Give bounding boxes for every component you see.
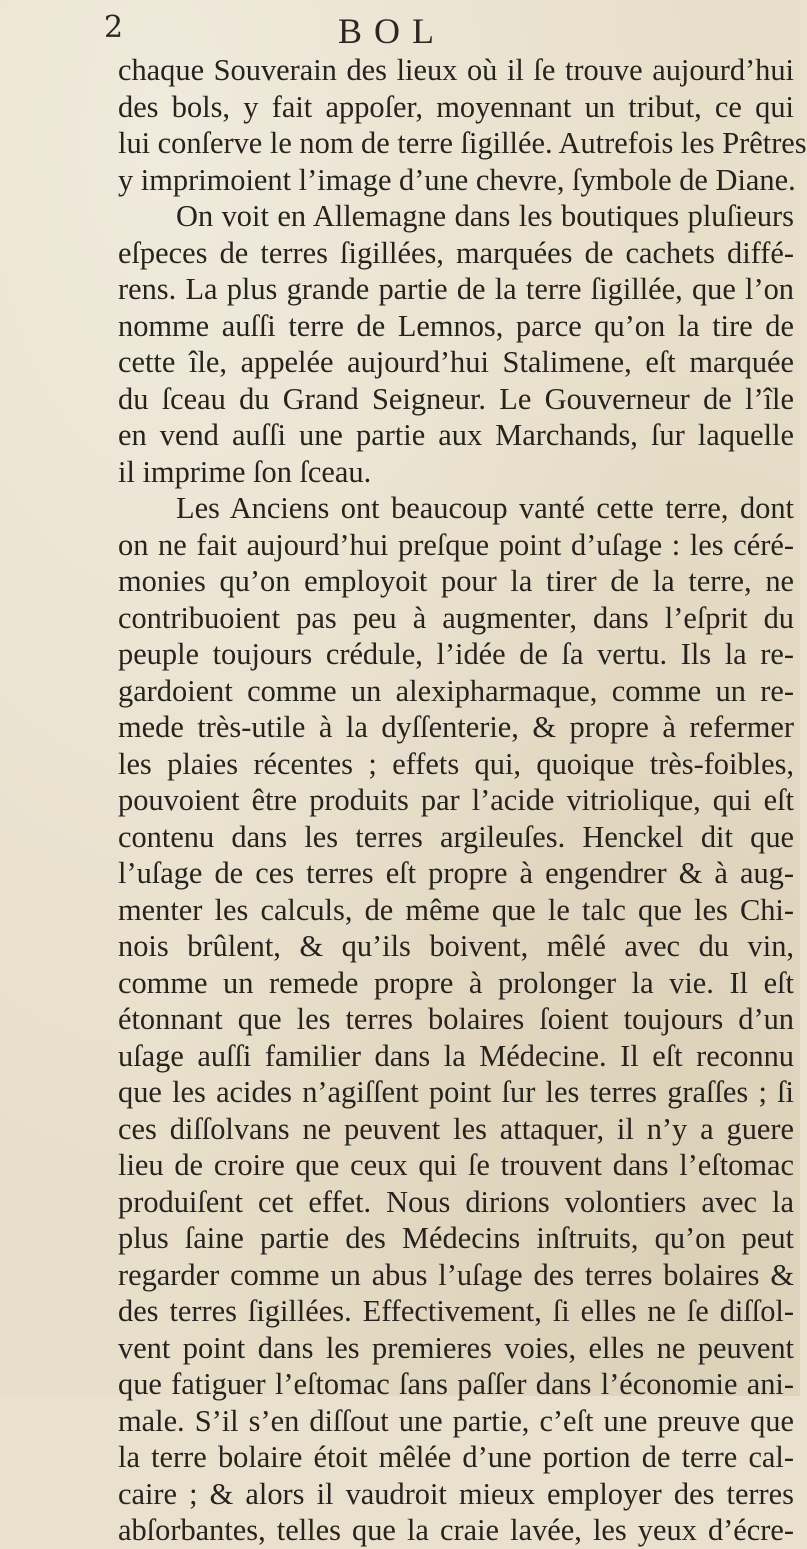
text-line: y imprimoient l’image d’une chevre, ſymbole de Diane. [118, 162, 796, 197]
text-line: ces diſſolvans ne peuvent les attaquer, il n’y a guere [118, 1111, 794, 1146]
text-line: l’uſage de ces terres eſt propre à engendrer & à aug- [118, 856, 794, 890]
text-line: contribuoient pas peu à augmenter, dans l’eſprit du [118, 600, 794, 635]
text-line: abſorbantes, telles que la craie lavée, les yeux d’écre- [118, 1513, 794, 1547]
text-line: Les Anciens ont beaucoup vanté cette terre, dont [176, 491, 794, 525]
running-head: BOL [338, 11, 446, 51]
text-line: uſage auſſi familier dans la Médecine. Il eſt reconnu [118, 1038, 794, 1073]
text-line: produiſent cet effet. Nous dirions volontiers avec la [118, 1184, 794, 1219]
text-line: peuple toujours crédule, l’idée de ſa vertu. Ils la re- [118, 637, 794, 671]
text-line: que les acides n’agiſſent point ſur les terres graſſes ; ſi [118, 1075, 794, 1109]
text-line: mede très-utile à la dyſſenterie, & propre à refermer [118, 710, 794, 744]
text-line: menter les calculs, de même que le talc que les Chi- [118, 892, 794, 927]
text-line: étonnant que les terres bolaires ſoient toujours d’un [118, 1002, 794, 1036]
text-line: eſpeces de terres ſigillées, marquées de cachets diffé- [118, 235, 794, 270]
text-line: comme un remede propre à prolonger la vie. Il eſt [118, 965, 794, 1000]
text-line: vent point dans les premieres voies, elles ne peuvent [118, 1330, 794, 1365]
page-header [0, 8, 800, 52]
body-text [118, 52, 807, 1549]
text-line: la terre bolaire étoit mêlée d’une portion de terre cal- [118, 1440, 794, 1474]
text-line: des bols, y fait appoſer, moyennant un tribut, ce qui [118, 89, 794, 124]
page-number: 2 [104, 10, 124, 45]
text-line: en vend auſſi une partie aux Marchands, ſur laquelle [118, 418, 794, 452]
text-line: On voit en Allemagne dans les boutiques pluſieurs [176, 199, 794, 233]
text-line: cette île, appelée aujourd’hui Stalimene, eſt marquée [118, 345, 794, 379]
text-line: nois brûlent, & qu’ils boivent, mêlé avec du vin, [118, 929, 794, 963]
text-line: du ſceau du Grand Seigneur. Le Gouverneur de l’île [118, 381, 794, 416]
text-line: on ne fait aujourd’hui preſque point d’uſage : les céré- [118, 527, 794, 562]
text-line: nomme auſſi terre de Lemnos, parce qu’on la tire de [118, 308, 794, 343]
text-line: lui conſerve le nom de terre ſigillée. Autrefois les Prêtres [118, 126, 807, 160]
text-line: regarder comme un abus l’uſage des terres bolaires & [118, 1257, 794, 1292]
text-line: lieu de croire que ceux qui ſe trouvent dans l’eſtomac [118, 1148, 794, 1182]
text-line: gardoient comme un alexipharmaque, comme un re- [118, 673, 794, 708]
text-line: caire ; & alors il vaudroit mieux employer des terres [118, 1476, 794, 1511]
text-line: chaque Souverain des lieux où il ſe trouve aujourd’hui [118, 53, 794, 87]
text-line: il imprime ſon ſceau. [118, 454, 372, 489]
text-line: des terres ſigillées. Effectivement, ſi elles ne ſe diſſol- [118, 1294, 794, 1328]
text-line: contenu dans les terres argileuſes. Henckel dit que [118, 819, 794, 854]
text-line: que fatiguer l’eſtomac ſans paſſer dans l’économie ani- [118, 1367, 794, 1401]
text-line: monies qu’on employoit pour la tirer de la terre, ne [118, 564, 794, 598]
text-line: plus ſaine partie des Médecins inſtruits, qu’on peut [118, 1221, 794, 1255]
text-line: male. S’il s’en diſſout une partie, c’eſt une preuve que [118, 1403, 794, 1438]
text-line: les plaies récentes ; effets qui, quoique très-foibles, [118, 746, 794, 781]
text-line: pouvoient être produits par l’acide vitriolique, qui eſt [118, 783, 794, 817]
text-line: rens. La plus grande partie de la terre ſigillée, que l’on [118, 272, 794, 306]
